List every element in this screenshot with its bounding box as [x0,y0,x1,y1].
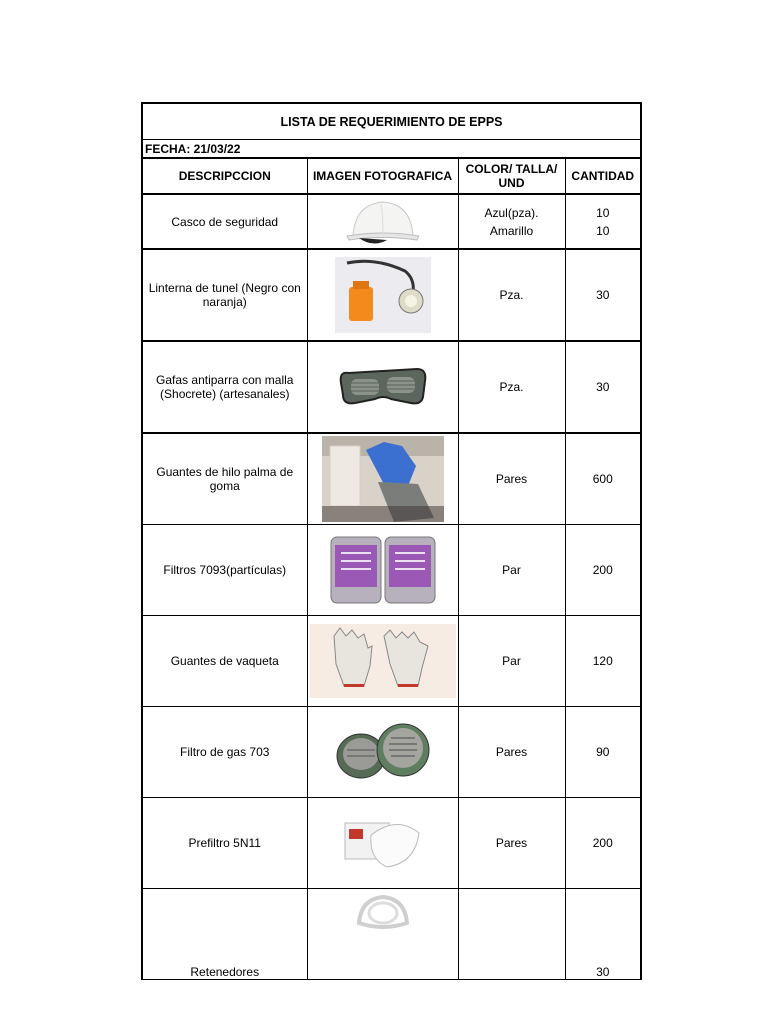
table-row [142,525,641,616]
retainer-image [353,893,413,933]
item-description: Casco de seguridad [142,194,307,249]
date-line: FECHA: 21/03/22 [142,140,641,159]
table-row [142,889,641,980]
item-quantity: 200 [565,798,641,889]
item-quantity: 30 [565,341,641,433]
header-image: IMAGEN FOTOGRAFICA [307,158,458,194]
item-unit: Pares [458,798,565,889]
item-description: Linterna de tunel (Negro con naranja) [142,249,307,341]
prefilter-image [341,811,425,875]
epp-table [141,102,642,980]
header-quantity: CANTIDAD [565,158,641,194]
unit-line: Azul(pza). [484,205,539,220]
leather-gloves-image [310,624,456,698]
tunnel-lamp-image [335,257,431,333]
hard-hat-image [343,196,423,248]
table-row [142,707,641,798]
item-unit [458,889,565,980]
mesh-goggles-image [335,357,431,417]
item-quantity: 30 [565,249,641,341]
item-description: Prefiltro 5N11 [142,798,307,889]
item-quantity: 90 [565,707,641,798]
item-unit: Par [458,525,565,616]
table-row [142,798,641,889]
item-unit: Par [458,616,565,707]
table-row [142,341,641,433]
item-quantity: 120 [565,616,641,707]
item-description: Filtro de gas 703 [142,707,307,798]
table-row [142,194,641,249]
item-description: Gafas antiparra con malla (Shocrete) (artesanales) [142,341,307,433]
qty-line: 10 [596,205,610,220]
item-description: Filtros 7093(partículas) [142,525,307,616]
item-unit: Pza. [458,341,565,433]
table-row [142,433,641,525]
item-unit: Pza. [458,249,565,341]
sheet-title: LISTA DE REQUERIMIENTO DE EPPS [142,103,641,140]
rubber-palm-gloves-image [322,436,444,522]
table-row [142,616,641,707]
item-unit: Pares [458,707,565,798]
item-description: Guantes de hilo palma de goma [142,433,307,525]
requirements-sheet [141,102,640,979]
header-description: DESCRIPCCION [142,158,307,194]
particle-filters-image [327,533,439,607]
item-unit: Pares [458,433,565,525]
qty-line: 10 [596,223,610,238]
header-unit: COLOR/ TALLA/ UND [458,158,565,194]
item-quantity: 600 [565,433,641,525]
item-description: Retenedores [142,889,307,980]
unit-line: Amarillo [489,223,534,238]
item-description: Guantes de vaqueta [142,616,307,707]
gas-filter-image [333,720,433,784]
item-quantity: 30 [565,889,641,980]
item-quantity: 200 [565,525,641,616]
table-row [142,249,641,341]
